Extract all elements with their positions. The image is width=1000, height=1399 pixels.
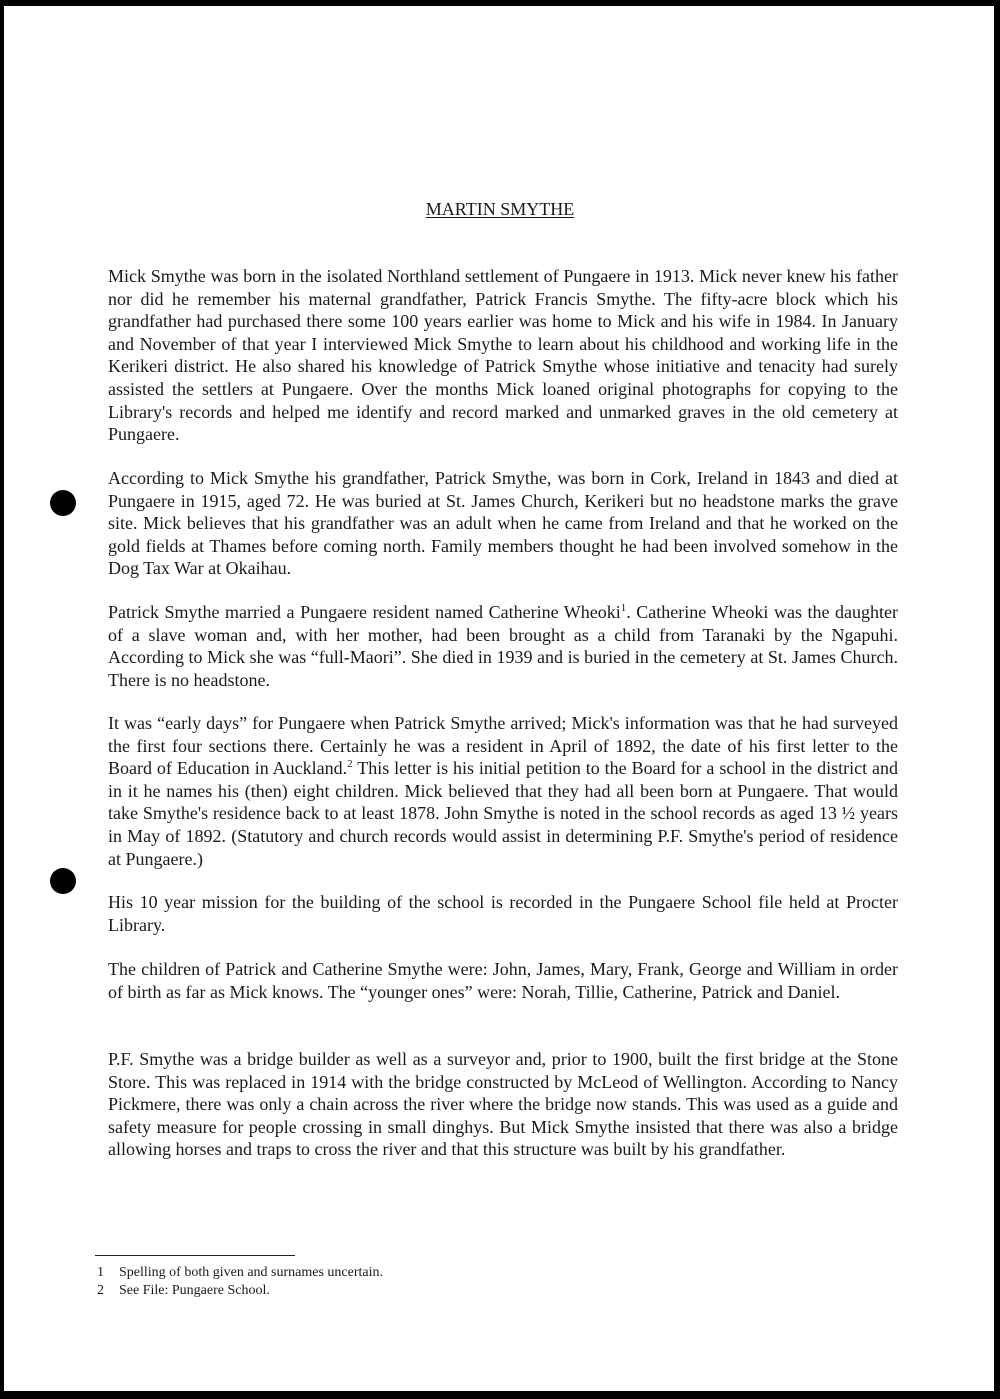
paragraph-school-mission: His 10 year mission for the building of the school is recorded in the Pungaere School file held at Procter Library.	[108, 892, 898, 935]
footnote-2-text: See File: Pungaere School.	[119, 1283, 270, 1298]
footnote-ref-1: 1	[620, 602, 627, 614]
punch-hole-lower	[50, 868, 76, 894]
paragraph-grandfather: According to Mick Smythe his grandfather, Patrick Smythe, was born in Cork, Ireland in 1843 and died at Pungaere in 1915, aged 72. He was buried at St. James Church, Kerikeri but no headstone marks the grave site. Mick believes that his grandfather was an adult when he came from Ireland and that he worked on the gold fields at Thames before coming north. Family members thought he had been involved somehow in the Dog Tax War at Okaihau.	[108, 468, 898, 579]
paragraph-marriage-text-a: Patrick Smythe married a Pungaere resident named Catherine Wheoki	[108, 602, 621, 622]
footnote-divider	[95, 1255, 295, 1256]
punch-hole-upper	[50, 490, 76, 516]
paragraph-early-days	[108, 712, 898, 870]
page-title: MARTIN SMYTHE	[425, 199, 575, 219]
footnote-2-number: 2	[97, 1283, 104, 1298]
footnote-1	[97, 1265, 383, 1281]
footnote-1-text: Spelling of both given and surnames uncertain.	[119, 1265, 383, 1280]
footnote-2	[97, 1283, 270, 1299]
paragraph-marriage	[108, 601, 898, 691]
paragraph-bridge-builder: P.F. Smythe was a bridge builder as well as a surveyor and, prior to 1900, built the first bridge at the Stone Store. This was replaced in 1914 with the bridge constructed by McLeod of Wellington. According to Nancy Pickmere, there was only a chain across the river where the bridge now stands. This was used as a guide and safety measure for people crossing in small dinghys. But Mick Smythe insisted that there was also a bridge allowing horses and traps to cross the river and that this structure was built by his grandfather.	[108, 1049, 898, 1160]
paragraph-marriage-text-b: . Catherine Wheoki was the daughter of a slave woman and, with her mother, had been brought as a child from Taranaki by the Ngapuhi. According to Mick she was “full-Maori”. She died in 1939 and is buried in the cemetery at St. James Church. There is no headstone.	[108, 602, 898, 690]
footnote-1-number: 1	[97, 1265, 104, 1280]
footnote-ref-2: 2	[347, 758, 353, 771]
paragraph-introduction: Mick Smythe was born in the isolated Northland settlement of Pungaere in 1913. Mick never knew his father nor did he remember his maternal grandfather, Patrick Francis Smythe. The fifty-acre block which his grandfather had purchased there some 100 years earlier was home to Mick and his wife in 1984. In January and November of that year I interviewed Mick Smythe to learn about his childhood and working life in the Kerikeri district. He also shared his knowledge of Patrick Smythe whose initiative and tenacity had surely assisted the settlers at Pungaere. Over the months Mick loaned original photographs for copying to the Library's records and helped me identify and record marked and unmarked graves in the old cemetery at Pungaere.	[108, 266, 898, 445]
paragraph-early-days-text-a: It was “early days” for Pungaere when Patrick Smythe arrived; Mick's information was that he had surveyed the first four sections there. Certainly he was a resident in April of 1892, the date of his first letter to the Board of Education in Auckland.	[108, 713, 898, 779]
paragraph-early-days-text-b: This letter is his initial petition to the Board for a school in the district and in it he names his (then) eight children. Mick believed that they had all been born at Pungaere. That would take Smythe's residence back to at least 1878. John Smythe is noted in the school records as aged 13 ½ years in May of 1892. (Statutory and church records would assist in determining P.F. Smythe's period of residence at Pungaere.)	[108, 758, 898, 869]
paragraph-children: The children of Patrick and Catherine Smythe were: John, James, Mary, Frank, George and William in order of birth as far as Mick knows. The “younger ones” were: Norah, Tillie, Catherine, Patrick and Daniel.	[108, 959, 898, 1002]
